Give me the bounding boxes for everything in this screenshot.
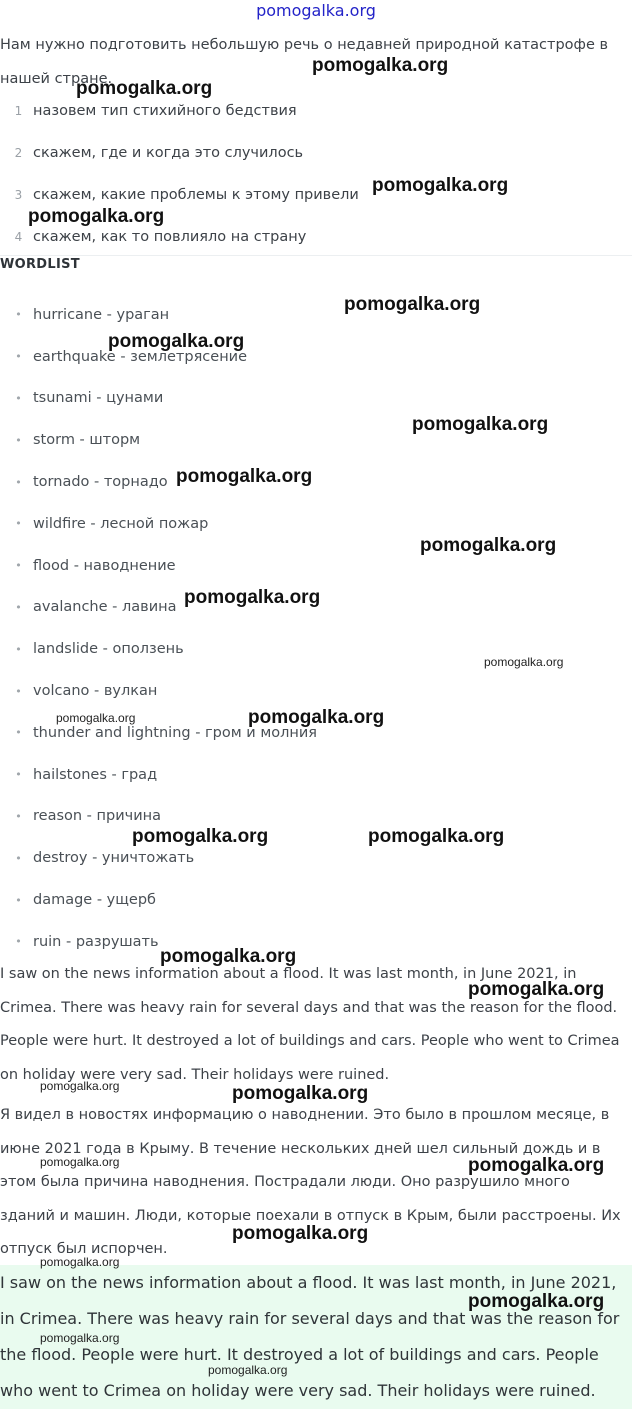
bullet-icon: • [15,893,22,907]
item-number: 4 [14,230,23,244]
answer-box: I saw on the news information about a flood. It was last month, in June 2021, in Crimea. There was heavy rain for several days and that was the reason for the flood. People were hurt. It destroyed a lot of buildings and cars. People who went to Crimea on holiday were very sad. Their holidays were ruined. [0,1265,632,1409]
bullet-icon: • [15,350,22,364]
bullet-icon: • [15,308,22,322]
bullet-icon: • [15,851,22,865]
bullet-icon: • [15,768,22,782]
english-paragraph: I saw on the news information about a flood. It was last month, in June 2021, in Crimea. There was heavy rain for several days and that was the reason for the flood. People were hurt. It destroyed a lot of buildings and cars. People who went to Crimea on holiday were very sad. Their holidays were ruined. [0,966,620,1083]
watermark: pomogalka.org [176,466,313,487]
watermark: pomogalka.org [76,78,213,99]
word-entry: storm - шторм [33,432,141,449]
russian-paragraph: Я видел в новостях информацию о наводнении. Это было в прошлом месяце, в июне 2021 года в Крыму. В течение нескольких дней шел сильный дождь и в этом была причина наводнения. Пострадали люди. Оно разрушило много зданий и машин. Люди, которые поехали в отпуск в Крым, были расстроены. Их отпуск был испорчен. [0,1107,621,1257]
item-text: скажем, какие проблемы к этому привели [33,187,359,203]
item-number: 2 [14,146,23,160]
list-item [0,879,620,921]
watermark: pomogalka.org [344,294,481,315]
word-list [0,294,620,963]
word-entry: wildfire - лесной пожар [33,515,209,532]
word-entry: ruin - разрушать [33,933,159,950]
watermark: pomogalka.org [468,979,605,1000]
watermark: pomogalka.org [372,175,509,196]
watermark: pomogalka.org [108,331,245,352]
watermark: pomogalka.org [184,587,321,608]
item-text: скажем, как то повлияло на страну [33,229,307,245]
watermark: pomogalka.org [40,1155,120,1169]
watermark: pomogalka.org [56,711,136,725]
list-item [0,336,620,378]
word-entry: tornado - торнадо [33,474,168,491]
word-entry: earthquake - землетрясение [33,348,248,365]
watermark: pomogalka.org [412,414,549,435]
bullet-icon: • [15,726,22,740]
word-entry: flood - наводнение [33,557,176,574]
watermark: pomogalka.org [160,946,297,967]
item-text: скажем, где и когда это случилось [33,145,304,161]
bullet-icon: • [15,517,22,531]
bullet-icon: • [15,559,22,573]
watermark: pomogalka.org [368,826,505,847]
word-entry: volcano - вулкан [33,683,158,700]
section-divider [0,255,632,256]
bullet-icon: • [15,391,22,405]
word-entry: thunder and lightning - гром и молния [33,724,318,741]
task-list [0,90,620,258]
bullet-icon: • [15,475,22,489]
word-entry: tsunami - цунами [33,390,164,407]
bullet-icon: • [15,935,22,949]
watermark: pomogalka.org [312,55,449,76]
list-item [0,837,620,879]
watermark: pomogalka.org [40,1255,120,1269]
word-entry: avalanche - лавина [33,599,177,616]
item-number: 3 [14,188,23,202]
site-title[interactable]: pomogalka.org [256,1,376,20]
watermark: pomogalka.org [420,535,557,556]
watermark: pomogalka.org [468,1291,605,1312]
watermark: pomogalka.org [248,707,385,728]
list-item [0,754,620,796]
watermark: pomogalka.org [40,1331,120,1345]
watermark: pomogalka.org [232,1083,369,1104]
list-item [0,132,620,174]
watermark: pomogalka.org [208,1363,288,1377]
watermark: pomogalka.org [484,655,564,669]
list-item [0,796,620,838]
word-entry: reason - причина [33,808,161,825]
intro-text: Нам нужно подготовить небольшую речь о недавней природной катастрофе в нашей стране. [0,37,609,87]
bullet-icon: • [15,809,22,823]
bullet-icon: • [15,600,22,614]
word-entry: hurricane - ураган [33,306,170,323]
watermark: pomogalka.org [468,1155,605,1176]
bullet-icon: • [15,433,22,447]
list-item [0,670,620,712]
word-entry: landslide - оползень [33,641,184,658]
list-item [0,921,620,963]
item-number: 1 [14,104,23,118]
list-item [0,294,620,336]
watermark: pomogalka.org [28,206,165,227]
word-entry: destroy - уничтожать [33,850,195,867]
wordlist-heading: WORDLIST [0,257,80,272]
watermark: pomogalka.org [132,826,269,847]
word-entry: hailstones - град [33,766,158,783]
item-text: назовем тип стихийного бедствия [33,103,297,119]
bullet-icon: • [15,684,22,698]
watermark: pomogalka.org [40,1079,120,1093]
watermark: pomogalka.org [232,1223,369,1244]
bullet-icon: • [15,642,22,656]
word-entry: damage - ущерб [33,892,156,909]
